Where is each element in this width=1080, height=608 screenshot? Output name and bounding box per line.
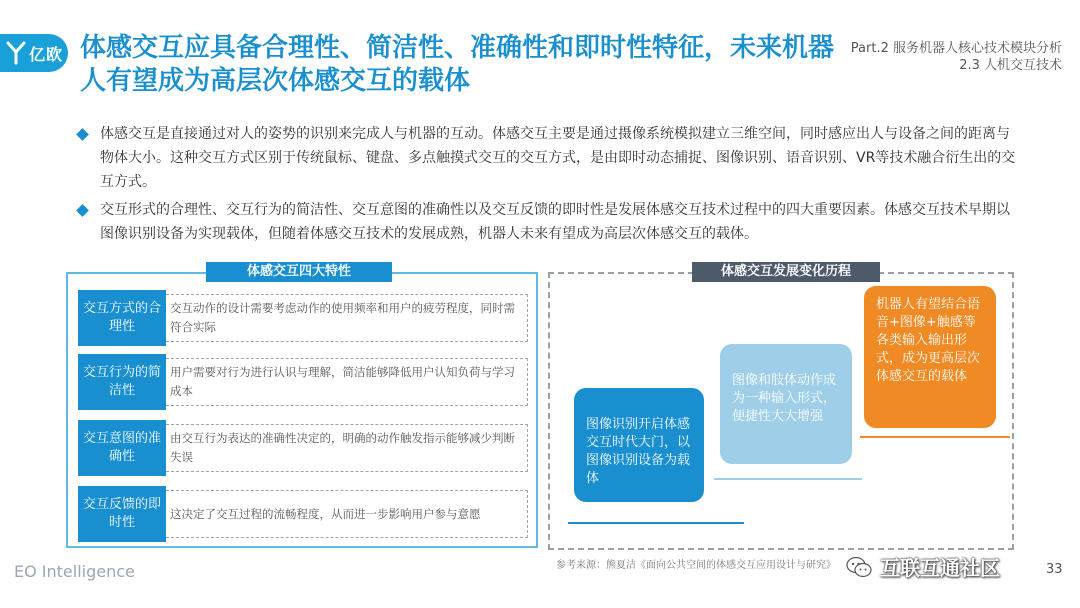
bullet-text: 交互形式的合理性、交互行为的简洁性、交互意图的准确性以及交互反馈的即时性是发展体感交互技术过程中的四大重要因素。体感交互技术早期以图像识别设备为实现载体，但随着体感交互技术的发展成熟，机器人未来有望成为高层次体感交互的载体。 <box>100 202 1010 242</box>
bullet-item <box>78 198 1018 246</box>
stage-3-baseline <box>860 436 1010 438</box>
history-stage-3: 机器人有望结合语音+图像+触感等各类输入输出形式，成为更高层次体感交互的载体 <box>864 286 996 428</box>
wechat-icon <box>846 556 872 578</box>
feature-label: 交互反馈的即时性 <box>78 486 166 542</box>
logo-text: 亿欧 <box>29 44 64 64</box>
feature-desc: 用户需要对行为进行认识与理解，简洁能够降低用户认知负荷与学习成本 <box>166 358 528 406</box>
history-stage-2: 图像和肢体动作成为一种输入形式，便捷性大大增强 <box>720 344 852 464</box>
feature-row <box>78 486 528 542</box>
source-note: 参考来源：熊夏洁《面向公共空间的体感交互应用设计与研究》 <box>556 560 836 571</box>
watermark-text: 互联互通社区 <box>880 556 1000 580</box>
section-label: 2.3 人机交互技术 <box>959 58 1062 73</box>
feature-label: 交互行为的简洁性 <box>78 354 166 410</box>
history-panel-header: 体感交互发展变化历程 <box>692 262 880 282</box>
feature-label: 交互意图的准确性 <box>78 420 166 476</box>
feature-row <box>78 420 528 476</box>
brand-logo <box>0 34 68 72</box>
diamond-bullet-icon <box>76 204 89 217</box>
logo-mark-icon <box>6 41 26 65</box>
feature-desc: 交互动作的设计需要考虑动作的使用频率和用户的疲劳程度，同时需符合实际 <box>166 294 528 342</box>
bullet-item <box>78 122 1018 194</box>
part-label: Part.2 服务机器人核心技术模块分析 <box>850 41 1062 56</box>
bullet-text: 体感交互是直接通过对人的姿势的识别来完成人与机器的互动。体感交互主要是通过摄像系统模拟建立三维空间，同时感应出人与设备之间的距离与物体大小。这种交互方式区别于传统鼠标、键盘、多点触摸式交互的交互方式，是由即时动态捕捉、图像识别、语音识别、VR等技术融合衍生出的交互方式。 <box>100 126 1016 190</box>
feature-desc: 这决定了交互过程的流畅程度，从而进一步影响用户参与意愿 <box>166 490 528 538</box>
watermark <box>846 552 1000 581</box>
section-indicator <box>851 40 1062 74</box>
feature-row <box>78 290 528 346</box>
feature-label: 交互方式的合理性 <box>78 290 166 346</box>
stage-2-baseline <box>714 478 862 480</box>
diamond-bullet-icon <box>76 128 89 141</box>
feature-desc: 由交互行为表达的准确性决定的，明确的动作触发指示能够减少判断失误 <box>166 424 528 472</box>
page-number: 33 <box>1046 562 1063 577</box>
history-stage-1: 图像识别开启体感交互时代大门，以图像识别设备为载体 <box>574 388 704 502</box>
stage-1-baseline <box>568 522 744 524</box>
feature-row <box>78 354 528 410</box>
features-panel-header: 体感交互四大特性 <box>206 262 392 282</box>
page-title: 体感交互应具备合理性、简洁性、准确性和即时性特征，未来机器人有望成为高层次体感交互的载体 <box>80 33 835 96</box>
footer-brand: EO Intelligence <box>14 562 135 581</box>
intro-bullets <box>78 122 1018 250</box>
